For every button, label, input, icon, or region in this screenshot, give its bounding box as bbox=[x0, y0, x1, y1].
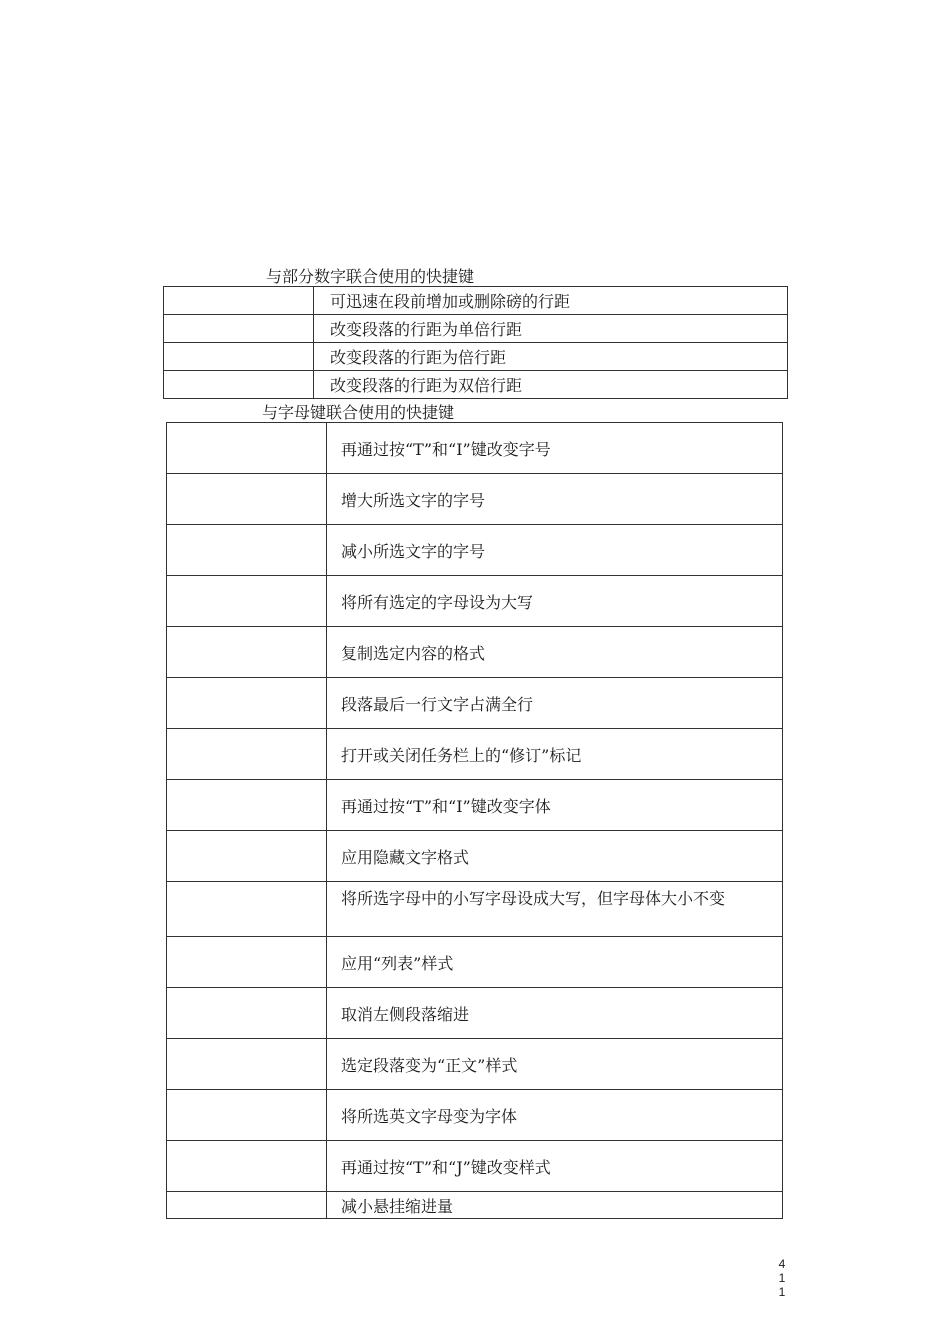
shortcut-description-cell: 将所选英文字母变为字体 bbox=[327, 1090, 783, 1141]
table-row bbox=[167, 1039, 783, 1090]
shortcut-key-cell bbox=[167, 474, 327, 525]
table-row bbox=[167, 1141, 783, 1192]
shortcut-key-cell bbox=[167, 780, 327, 831]
table-row bbox=[167, 1090, 783, 1141]
shortcut-key-cell bbox=[167, 1039, 327, 1090]
table-row bbox=[167, 525, 783, 576]
shortcut-key-cell bbox=[164, 343, 314, 371]
section-caption-letter-shortcuts: 与字母键联合使用的快捷键 bbox=[262, 403, 455, 422]
shortcut-key-cell bbox=[167, 988, 327, 1039]
number-shortcuts-table bbox=[163, 286, 788, 399]
shortcut-key-cell bbox=[167, 627, 327, 678]
shortcut-key-cell bbox=[167, 831, 327, 882]
shortcut-description-cell: 选定段落变为“正文”样式 bbox=[327, 1039, 783, 1090]
shortcut-description-cell: 改变段落的行距为单倍行距 bbox=[314, 315, 788, 343]
shortcut-key-cell bbox=[164, 287, 314, 315]
table-row bbox=[167, 988, 783, 1039]
shortcut-key-cell bbox=[164, 371, 314, 399]
table-row bbox=[164, 315, 788, 343]
table-row bbox=[164, 287, 788, 315]
shortcut-description-cell: 将所选字母中的小写字母设成大写，但字母体大小不变 bbox=[327, 882, 783, 937]
page-number-digit: 4 bbox=[778, 1257, 786, 1271]
shortcut-description-cell: 打开或关闭任务栏上的“修订”标记 bbox=[327, 729, 783, 780]
shortcut-key-cell bbox=[167, 1192, 327, 1219]
table-row bbox=[167, 423, 783, 474]
shortcut-description-cell: 段落最后一行文字占满全行 bbox=[327, 678, 783, 729]
shortcut-key-cell bbox=[167, 729, 327, 780]
table-row bbox=[167, 937, 783, 988]
shortcut-description-cell: 再通过按“T”和“I”键改变字号 bbox=[327, 423, 783, 474]
table-row bbox=[167, 729, 783, 780]
table-row bbox=[167, 882, 783, 937]
table-row bbox=[167, 678, 783, 729]
shortcut-key-cell bbox=[167, 882, 327, 937]
shortcut-key-cell bbox=[167, 1141, 327, 1192]
shortcut-key-cell bbox=[167, 423, 327, 474]
shortcut-description-cell: 可迅速在段前增加或删除磅的行距 bbox=[314, 287, 788, 315]
table-row bbox=[167, 627, 783, 678]
table-row bbox=[164, 343, 788, 371]
table-row bbox=[167, 474, 783, 525]
table-row bbox=[164, 371, 788, 399]
shortcut-description-cell: 应用“列表”样式 bbox=[327, 937, 783, 988]
shortcut-description-cell: 应用隐藏文字格式 bbox=[327, 831, 783, 882]
shortcut-description-cell: 改变段落的行距为双倍行距 bbox=[314, 371, 788, 399]
shortcut-description-cell: 复制选定内容的格式 bbox=[327, 627, 783, 678]
page-number-digit: 1 bbox=[778, 1271, 786, 1285]
shortcut-key-cell bbox=[167, 525, 327, 576]
section-caption-number-shortcuts: 与部分数字联合使用的快捷键 bbox=[266, 267, 475, 286]
shortcut-description-cell: 再通过按“T”和“I”键改变字体 bbox=[327, 780, 783, 831]
shortcut-description-cell: 减小悬挂缩进量 bbox=[327, 1192, 783, 1219]
shortcut-description-cell: 取消左侧段落缩进 bbox=[327, 988, 783, 1039]
shortcut-description-cell: 增大所选文字的字号 bbox=[327, 474, 783, 525]
table-row bbox=[167, 831, 783, 882]
table-row bbox=[167, 1192, 783, 1219]
shortcut-description-cell: 将所有选定的字母设为大写 bbox=[327, 576, 783, 627]
shortcut-key-cell bbox=[164, 315, 314, 343]
page-number bbox=[776, 1257, 788, 1299]
shortcut-key-cell bbox=[167, 937, 327, 988]
shortcut-description-cell: 再通过按“T”和“J”键改变样式 bbox=[327, 1141, 783, 1192]
shortcut-key-cell bbox=[167, 678, 327, 729]
shortcut-description-cell: 改变段落的行距为倍行距 bbox=[314, 343, 788, 371]
table-row bbox=[167, 576, 783, 627]
shortcut-description-cell: 减小所选文字的字号 bbox=[327, 525, 783, 576]
shortcut-key-cell bbox=[167, 576, 327, 627]
table-row bbox=[167, 780, 783, 831]
shortcut-key-cell bbox=[167, 1090, 327, 1141]
letter-shortcuts-table bbox=[166, 422, 783, 1219]
page-number-digit: 1 bbox=[778, 1285, 786, 1299]
